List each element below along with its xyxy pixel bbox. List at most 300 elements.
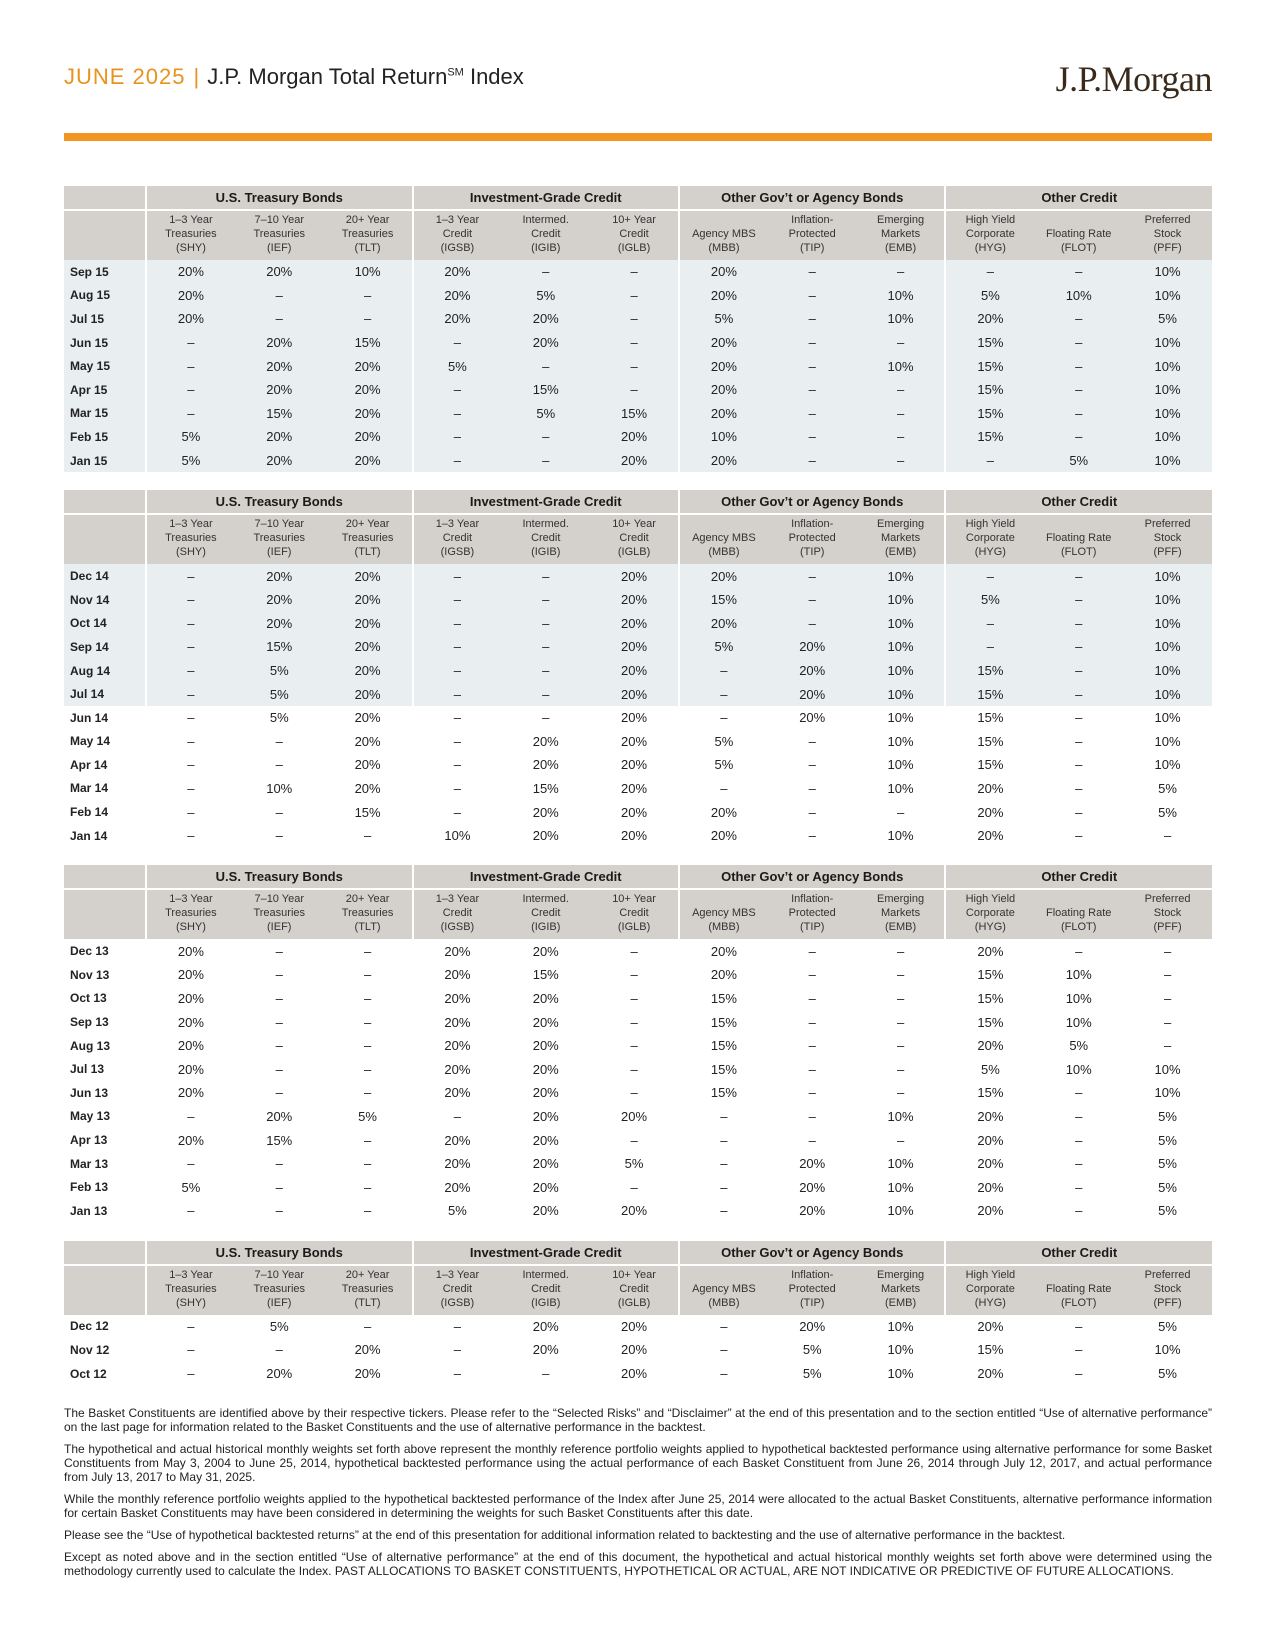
column-header-label: Intermed. Credit (IGIB) — [522, 1268, 569, 1309]
column-header-label: 7–10 Year Treasuries (IEF) — [253, 214, 306, 254]
weight-cell: 10% — [857, 659, 946, 683]
column-header — [413, 210, 502, 260]
column-header-label: 20+ Year Treasuries (TLT) — [341, 1268, 394, 1309]
group-header: Investment-Grade Credit — [413, 186, 679, 210]
weight-cell: 5% — [1158, 1132, 1177, 1148]
weight-cell: – — [275, 990, 283, 1006]
header-title — [207, 64, 524, 89]
weight-cell: – — [896, 1014, 905, 1030]
column-header-label: 10+ Year Credit (IGLB) — [612, 518, 656, 559]
row-date: Nov 12 — [70, 1342, 110, 1357]
weight-cell: – — [413, 564, 502, 588]
weight-cell: – — [1075, 1132, 1083, 1148]
column-header — [590, 210, 679, 260]
weight-cell: 10% — [1154, 1085, 1181, 1101]
weight-cell: – — [413, 753, 502, 777]
row-date: Aug 15 — [64, 284, 146, 308]
table-row — [64, 706, 1212, 730]
weight-cell: – — [945, 449, 1034, 473]
weight-cell: – — [146, 706, 235, 730]
weight-cell: – — [808, 990, 816, 1006]
weight-cell: 10% — [1154, 710, 1181, 726]
weight-cell: 20% — [146, 987, 235, 1011]
weight-cell: – — [146, 1338, 235, 1362]
column-header — [768, 210, 857, 260]
weight-cell: 20% — [532, 1203, 559, 1219]
table-row — [64, 1338, 1212, 1362]
weight-cell: – — [630, 1179, 638, 1195]
table-row — [64, 963, 1212, 987]
weight-cell: 20% — [413, 1057, 502, 1081]
weight-cell: – — [808, 757, 816, 773]
weight-cell: 20% — [532, 1085, 559, 1101]
weight-cell: 10% — [887, 1203, 914, 1219]
weight-cell: 15% — [945, 730, 1034, 754]
weight-cell: 10% — [679, 425, 768, 449]
weight-cell: 10% — [857, 612, 946, 636]
weight-cell: – — [679, 1152, 768, 1176]
weight-cell: – — [363, 1014, 372, 1030]
table-row — [64, 824, 1212, 848]
column-header — [945, 514, 1034, 564]
weight-cell: – — [1075, 1342, 1083, 1358]
weight-cell: 20% — [590, 449, 679, 473]
weight-cell: – — [1034, 612, 1123, 636]
weight-cell: 20% — [945, 824, 1034, 848]
row-date: Jun 15 — [64, 331, 146, 355]
weight-cell: – — [275, 733, 283, 749]
weight-cell: 5% — [1034, 449, 1123, 473]
weights-table — [64, 865, 1212, 1222]
row-date: Jul 15 — [64, 307, 146, 331]
column-header — [857, 210, 946, 260]
weight-cell: 20% — [799, 1156, 826, 1172]
weight-cell: – — [413, 612, 502, 636]
weight-cell: – — [630, 1061, 638, 1077]
column-header-label: Floating Rate (FLOT) — [1045, 228, 1112, 254]
column-header-label: Agency MBS (MBB) — [692, 532, 756, 559]
weight-cell: – — [1075, 757, 1083, 773]
group-header: Investment-Grade Credit — [413, 1241, 679, 1265]
weight-cell: – — [275, 1014, 283, 1030]
weight-cell: 20% — [532, 990, 559, 1006]
weight-cell: – — [363, 1038, 372, 1054]
weight-cell: – — [1163, 1038, 1172, 1054]
weight-cell: 20% — [532, 1038, 559, 1054]
weight-cell: – — [808, 828, 816, 844]
weight-cell: – — [768, 425, 857, 449]
weight-cell: 20% — [532, 1014, 559, 1030]
weight-cell: 5% — [624, 1156, 644, 1172]
weight-cell: – — [146, 1105, 235, 1129]
group-header: U.S. Treasury Bonds — [146, 865, 413, 889]
weight-cell: – — [679, 1315, 768, 1339]
table-row — [64, 1199, 1212, 1223]
group-header: Investment-Grade Credit — [413, 865, 679, 889]
weight-cell: – — [146, 378, 235, 402]
weight-cell: – — [413, 331, 502, 355]
column-header-label: Emerging Markets (EMB) — [877, 893, 925, 934]
weight-cell: – — [808, 780, 816, 796]
weight-cell: – — [275, 967, 283, 983]
column-header — [768, 889, 857, 939]
weight-cell: – — [275, 1156, 283, 1172]
weight-cell: – — [275, 1085, 283, 1101]
column-header — [413, 1265, 502, 1315]
weight-cell: 10% — [857, 588, 946, 612]
weights-table — [64, 490, 1212, 847]
weight-cell: 10% — [887, 733, 914, 749]
weight-cell: 20% — [945, 800, 1034, 824]
weight-cell: 20% — [945, 307, 1034, 331]
weight-cell: – — [630, 1085, 638, 1101]
weight-cell: – — [1034, 260, 1123, 284]
row-date: Sep 15 — [64, 260, 146, 284]
weight-cell: – — [363, 943, 372, 959]
weight-cell: – — [1034, 659, 1123, 683]
column-header — [235, 210, 324, 260]
weight-cell: 10% — [857, 354, 946, 378]
weight-cell: – — [1075, 828, 1083, 844]
table-row — [64, 588, 1212, 612]
row-date: Jun 14 — [70, 710, 109, 725]
weight-cell: – — [1075, 780, 1083, 796]
column-header-label: 1–3 Year Treasuries (SHY) — [165, 1268, 217, 1309]
weight-cell: 20% — [590, 564, 679, 588]
column-header-label: Intermed. Credit (IGIB) — [522, 893, 569, 934]
weight-cell: – — [146, 331, 235, 355]
weight-cell: 10% — [1123, 260, 1212, 284]
weight-cell: 20% — [413, 284, 502, 308]
table-row — [64, 378, 1212, 402]
weight-cell: 10% — [413, 824, 502, 848]
weight-cell: 20% — [621, 757, 648, 773]
table-row — [64, 1034, 1212, 1058]
weight-cell: – — [363, 828, 372, 844]
weight-cell: 20% — [146, 260, 235, 284]
weight-cell: 20% — [235, 588, 324, 612]
column-header-label: 10+ Year Credit (IGLB) — [612, 893, 656, 934]
weight-cell: – — [363, 1203, 372, 1219]
weight-cell: – — [501, 449, 590, 473]
weight-cell: – — [1163, 967, 1172, 983]
weight-cell: – — [146, 800, 235, 824]
weight-cell: 20% — [945, 1175, 1034, 1199]
column-header — [768, 1265, 857, 1315]
group-header: Investment-Grade Credit — [413, 490, 679, 514]
table-row — [64, 1175, 1212, 1199]
table-row — [64, 612, 1212, 636]
weight-cell: 20% — [413, 939, 502, 963]
weight-cell: 20% — [679, 963, 768, 987]
weight-cell: – — [501, 659, 590, 683]
column-header — [945, 210, 1034, 260]
weight-cell: 10% — [1123, 284, 1212, 308]
weight-cell: – — [896, 1132, 905, 1148]
column-header-label: 10+ Year Credit (IGLB) — [612, 1268, 656, 1309]
weight-cell: 15% — [679, 1034, 768, 1058]
group-header: Other Gov’t or Agency Bonds — [679, 490, 945, 514]
weight-cell: 15% — [945, 425, 1034, 449]
weight-cell: – — [808, 1038, 816, 1054]
weight-cell: – — [590, 354, 679, 378]
weight-cell: – — [896, 804, 905, 820]
weight-cell: 5% — [501, 402, 590, 426]
weight-cell: – — [413, 449, 502, 473]
weight-cell: – — [363, 1318, 372, 1334]
weight-cell: – — [275, 1203, 283, 1219]
weight-cell: – — [146, 588, 235, 612]
table-row — [64, 331, 1212, 355]
weight-cell: – — [413, 706, 502, 730]
weight-cell: – — [235, 307, 324, 331]
weights-tables — [64, 186, 1212, 1403]
weight-cell: – — [1075, 1108, 1083, 1124]
column-header-label: 1–3 Year Credit (IGSB) — [435, 893, 480, 934]
weight-cell: – — [413, 800, 502, 824]
header-title-main: J.P. Morgan Total Return — [207, 64, 448, 89]
weight-cell: 20% — [768, 682, 857, 706]
weight-cell: 20% — [354, 710, 381, 726]
weight-cell: – — [768, 354, 857, 378]
column-header — [146, 889, 235, 939]
weight-cell: – — [1034, 331, 1123, 355]
weight-cell: – — [679, 1362, 768, 1386]
weight-cell: 10% — [1123, 354, 1212, 378]
weight-cell: – — [146, 824, 235, 848]
weight-cell: – — [413, 1315, 502, 1339]
column-header-label: Agency MBS (MBB) — [692, 228, 756, 254]
weight-cell: – — [146, 753, 235, 777]
group-header: U.S. Treasury Bonds — [146, 490, 413, 514]
weight-cell: 20% — [768, 659, 857, 683]
weight-cell: 5% — [1158, 780, 1177, 796]
row-date: Jul 14 — [64, 682, 146, 706]
row-date: Aug 14 — [64, 659, 146, 683]
column-header — [501, 514, 590, 564]
table-row — [64, 449, 1212, 473]
row-date: Apr 14 — [70, 757, 108, 772]
weight-cell: – — [413, 777, 502, 801]
weight-cell: – — [945, 635, 1034, 659]
weight-cell: 20% — [235, 331, 324, 355]
weight-cell: – — [146, 1362, 235, 1386]
weight-cell: – — [413, 635, 502, 659]
column-header-label: Inflation- Protected (TIP) — [788, 893, 836, 934]
weight-cell: 20% — [621, 1318, 648, 1334]
row-date: Dec 13 — [70, 944, 109, 959]
weight-cell: 20% — [324, 354, 413, 378]
row-date: Feb 13 — [70, 1180, 109, 1195]
weight-cell: 20% — [501, 331, 590, 355]
column-header-label: 20+ Year Treasuries (TLT) — [341, 893, 394, 934]
column-header-label: 1–3 Year Credit (IGSB) — [435, 214, 480, 254]
weight-cell: 5% — [235, 659, 324, 683]
footnote-paragraph: The hypothetical and actual historical monthly weights set forth above represent the monthly reference portfolio weights applied to hypothetical backtested performance using alternative performance for some Basket Constituents from May 3, 2004 to June 25, 2014, hypothetical backtested performance using the actual performance of each Basket Constituent from June 26, 2014 through July 12, 2017, and actual performance from July 13, 2017 to May 31, 2025. — [64, 1442, 1212, 1484]
weight-cell: 20% — [413, 1128, 502, 1152]
weight-cell: – — [808, 1108, 816, 1124]
weight-cell: 10% — [1065, 990, 1092, 1006]
weight-cell: – — [501, 612, 590, 636]
weight-cell: – — [679, 1128, 768, 1152]
column-header — [235, 889, 324, 939]
row-date: Dec 12 — [70, 1319, 109, 1334]
weight-cell: 20% — [768, 635, 857, 659]
weight-cell: – — [275, 1179, 283, 1195]
weight-cell: 20% — [679, 612, 768, 636]
row-date: Mar 14 — [70, 781, 109, 796]
table-row — [64, 800, 1212, 824]
column-header-label: 7–10 Year Treasuries (IEF) — [253, 518, 306, 559]
weight-cell: – — [590, 307, 679, 331]
weight-cell: – — [324, 284, 413, 308]
weight-cell: – — [679, 1105, 768, 1129]
weight-cell: – — [857, 402, 946, 426]
weight-cell: 20% — [146, 1010, 235, 1034]
column-header-blank — [64, 514, 146, 564]
weight-cell: 10% — [857, 307, 946, 331]
weight-cell: 15% — [354, 804, 381, 820]
weight-cell: 20% — [679, 260, 768, 284]
column-header-label: Emerging Markets (EMB) — [877, 1268, 925, 1309]
weight-cell: 20% — [590, 659, 679, 683]
header-separator: | — [193, 64, 200, 89]
weight-cell: 20% — [590, 612, 679, 636]
weight-cell: 20% — [945, 1362, 1034, 1386]
weight-cell: – — [275, 1061, 283, 1077]
weight-cell: – — [501, 354, 590, 378]
group-header: U.S. Treasury Bonds — [146, 186, 413, 210]
weight-cell: – — [896, 1085, 905, 1101]
weight-cell: 10% — [887, 1156, 914, 1172]
weight-cell: – — [808, 1132, 816, 1148]
column-header-blank — [64, 210, 146, 260]
weight-cell: – — [896, 990, 905, 1006]
weight-cell: – — [1075, 1318, 1083, 1334]
weight-cell: – — [413, 1338, 502, 1362]
weight-cell: – — [768, 378, 857, 402]
weight-cell: 20% — [945, 1315, 1034, 1339]
weight-cell: 15% — [235, 635, 324, 659]
weight-cell: 20% — [235, 354, 324, 378]
weight-cell: 5% — [945, 284, 1034, 308]
weight-cell: – — [768, 612, 857, 636]
table-row — [64, 402, 1212, 426]
column-header-label: 1–3 Year Treasuries (SHY) — [165, 518, 217, 559]
column-header-label: Floating Rate (FLOT) — [1045, 532, 1112, 559]
weight-cell: 20% — [413, 1152, 502, 1176]
jpmorgan-logo: J.P.Morgan — [1055, 59, 1212, 99]
weight-cell: 10% — [857, 635, 946, 659]
weight-cell: – — [945, 612, 1034, 636]
weight-cell: 20% — [945, 939, 1034, 963]
weight-cell: 20% — [945, 777, 1034, 801]
table-row — [64, 564, 1212, 588]
weight-cell: – — [501, 564, 590, 588]
column-header — [324, 1265, 413, 1315]
weight-cell: – — [679, 1338, 768, 1362]
weight-cell: 20% — [324, 682, 413, 706]
weight-cell: – — [857, 425, 946, 449]
weight-cell: 10% — [857, 682, 946, 706]
weight-cell: 20% — [679, 939, 768, 963]
weight-cell: 20% — [235, 612, 324, 636]
weight-cell: 20% — [324, 659, 413, 683]
column-header-label: Emerging Markets (EMB) — [877, 214, 925, 254]
weight-cell: – — [1075, 1179, 1083, 1195]
weight-cell: 10% — [1154, 733, 1181, 749]
footnote-paragraph: While the monthly reference portfolio weights applied to the hypothetical backtested performance of the Index after June 25, 2014 were allocated to the actual Basket Constituents, alternative performance information for certain Basket Constituents may have been considered in determining the weights for such Basket Constituents after this date. — [64, 1492, 1212, 1520]
weight-cell: 15% — [532, 967, 559, 983]
weight-cell: – — [896, 943, 905, 959]
weights-table — [64, 186, 1212, 472]
weight-cell: 5% — [501, 284, 590, 308]
weight-cell: 20% — [413, 260, 502, 284]
column-header-label: Agency MBS (MBB) — [692, 907, 756, 934]
column-header-label: 1–3 Year Credit (IGSB) — [435, 518, 480, 559]
weight-cell: – — [146, 682, 235, 706]
weight-cell: 20% — [146, 1057, 235, 1081]
table-row — [64, 939, 1212, 963]
row-date: Dec 14 — [64, 564, 146, 588]
group-header: Other Gov’t or Agency Bonds — [679, 1241, 945, 1265]
weight-cell: – — [363, 967, 372, 983]
weight-cell: 20% — [501, 307, 590, 331]
weight-cell: 10% — [1154, 1342, 1181, 1358]
weight-cell: 20% — [679, 449, 768, 473]
weight-cell: 15% — [679, 1010, 768, 1034]
table-row — [64, 260, 1212, 284]
weight-cell: – — [1075, 1366, 1083, 1382]
weight-cell: – — [679, 659, 768, 683]
weight-cell: – — [1163, 943, 1172, 959]
weight-cell: 20% — [354, 733, 381, 749]
weight-cell: – — [808, 733, 816, 749]
weight-cell: – — [275, 828, 283, 844]
column-header-label: Intermed. Credit (IGIB) — [522, 214, 569, 254]
weight-cell: 20% — [324, 612, 413, 636]
weight-cell: 20% — [266, 1366, 293, 1382]
table-row — [64, 987, 1212, 1011]
weight-cell: 5% — [358, 1108, 377, 1124]
weight-cell: – — [590, 378, 679, 402]
weight-cell: – — [363, 1179, 372, 1195]
weight-cell: 20% — [324, 378, 413, 402]
weight-cell: – — [1034, 378, 1123, 402]
row-date: Mar 13 — [70, 1156, 109, 1171]
weight-cell: 20% — [146, 963, 235, 987]
weight-cell: 10% — [324, 260, 413, 284]
footnote-paragraph: The Basket Constituents are identified above by their respective tickers. Please refer to the “Selected Risks” and “Disclaimer” at the end of this presentation and to the section entitled “Use of alternative performance” on the last page for information related to the Basket Constituents and the use of alternative performance in the backtest. — [64, 1406, 1212, 1434]
weight-cell: 20% — [324, 564, 413, 588]
weight-cell: 20% — [945, 1034, 1034, 1058]
column-header — [235, 514, 324, 564]
table-row — [64, 753, 1212, 777]
column-header — [324, 889, 413, 939]
weight-cell: 20% — [799, 1318, 826, 1334]
weight-cell: 20% — [532, 1132, 559, 1148]
weight-cell: – — [1034, 402, 1123, 426]
column-header-label: Floating Rate (FLOT) — [1045, 1282, 1112, 1309]
table-row — [64, 1128, 1212, 1152]
weight-cell: 5% — [945, 1057, 1034, 1081]
weight-cell: 5% — [413, 354, 502, 378]
weight-cell: – — [630, 1132, 638, 1148]
weight-cell: – — [501, 682, 590, 706]
weight-cell: – — [501, 588, 590, 612]
weight-cell: 20% — [413, 1034, 502, 1058]
weight-cell: 15% — [501, 378, 590, 402]
